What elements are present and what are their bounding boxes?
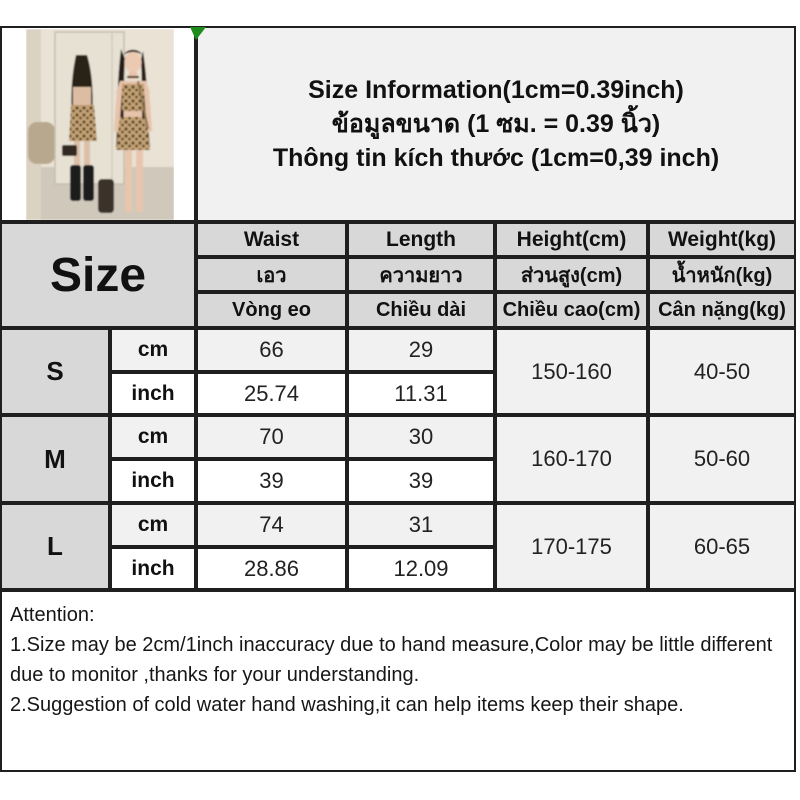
row-l-size-label: L [0,503,110,590]
row-s-unit-inch: inch [110,372,196,415]
row-l-weight: 60-65 [648,503,796,590]
header-length-en: Length [347,222,495,257]
header-length-th: ความยาว [347,257,495,292]
size-header-cell: Size [0,222,196,328]
row-m-waist-inch: 39 [196,459,347,503]
green-corner-triangle-icon [190,27,206,41]
header-waist-th: เอว [196,257,347,292]
row-s-waist-cm: 66 [196,328,347,372]
row-m-size-label: M [0,415,110,503]
row-s-length-cm: 29 [347,328,495,372]
header-weight-th: น้ำหนัก(kg) [648,257,796,292]
row-m-unit-cm: cm [110,415,196,459]
title-cell [196,26,796,222]
row-s-size-label: S [0,328,110,415]
attention-box [0,590,796,772]
row-s-unit-cm: cm [110,328,196,372]
row-m-length-inch: 39 [347,459,495,503]
attention-note-1b: due to monitor ,thanks for your understanding. [10,664,420,686]
row-l-waist-cm: 74 [196,503,347,547]
row-l-length-cm: 31 [347,503,495,547]
row-l-unit-inch: inch [110,547,196,590]
attention-note-1a: 1.Size may be 2cm/1inch inaccuracy due to hand measure,Color may be little different [10,634,773,656]
header-weight-en: Weight(kg) [648,222,796,257]
attention-note-2: 2.Suggestion of cold water hand washing,it can help items keep their shape. [10,694,684,716]
header-waist-vi: Vòng eo [196,292,347,328]
mirror-reflection [55,32,124,201]
header-waist-en: Waist [196,222,347,257]
row-l-height: 170-175 [495,503,648,590]
row-m-waist-cm: 70 [196,415,347,459]
header-height-th: ส่วนสูง(cm) [495,257,648,292]
row-m-weight: 50-60 [648,415,796,503]
row-m-height: 160-170 [495,415,648,503]
product-photo [26,29,174,220]
row-s-height: 150-160 [495,328,648,415]
row-l-waist-inch: 28.86 [196,547,347,590]
row-l-length-inch: 12.09 [347,547,495,590]
row-s-weight: 40-50 [648,328,796,415]
row-s-waist-inch: 25.74 [196,372,347,415]
attention-heading: Attention: [10,604,95,626]
header-weight-vi: Cân nặng(kg) [648,292,796,328]
title-line-th: ข้อมูลขนาด (1 ซม. = 0.39 นิ้ว) [331,110,661,138]
header-height-vi: Chiều cao(cm) [495,292,648,328]
title-line-vi: Thông tin kích thước (1cm=0,39 inch) [272,144,720,172]
header-length-vi: Chiều dài [347,292,495,328]
header-height-en: Height(cm) [495,222,648,257]
title-line-en: Size Information(1cm=0.39inch) [308,76,684,104]
row-m-length-cm: 30 [347,415,495,459]
row-m-unit-inch: inch [110,459,196,503]
row-l-unit-cm: cm [110,503,196,547]
row-s-length-inch: 11.31 [347,372,495,415]
